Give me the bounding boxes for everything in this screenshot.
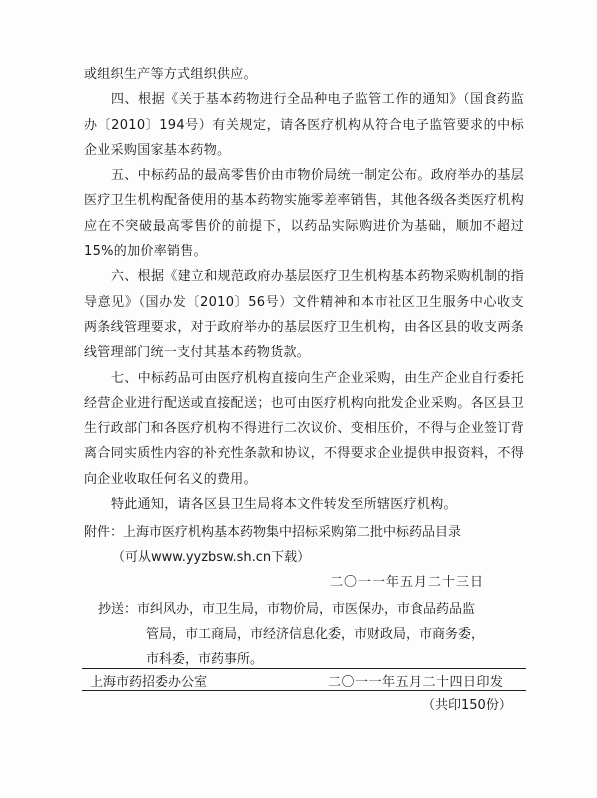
cc-line-2: 管局，市工商局，市经济信息化委，市财政局，市商务委，	[146, 627, 485, 642]
notice-body	[84, 62, 524, 517]
footer-top-rule	[82, 668, 526, 669]
print-copies: （共印150份）	[422, 698, 512, 713]
cc-list	[98, 597, 528, 672]
cc-line-1: 抄送：市纠风办，市卫生局，市物价局，市医保办，市食品药品监	[98, 602, 476, 617]
issue-date: 二〇一一年五月二十三日	[330, 575, 485, 590]
paragraph-continuation: 或组织生产等方式组织供应。	[84, 67, 257, 82]
footer-bottom-rule	[82, 690, 526, 691]
cc-line-3: 市科委，市药事所。	[146, 652, 264, 667]
print-date: 二〇一一年五月二十四日印发	[328, 675, 504, 690]
issuing-office: 上海市药招委办公室	[90, 675, 208, 690]
attachment-download-link: （可从www.yyzbsw.sh.cn下载）	[112, 550, 311, 565]
paragraph-closing: 特此通知，请各区县卫生局将本文件转发至所辖医疗机构。	[111, 497, 457, 513]
attachment-note	[84, 520, 534, 570]
paragraph-item-7: 七、中标药品可由医疗机构直接向生产企业采购，由生产企业自行委托经营企业进行配送或直接配送；也可由医疗机构向批发企业采购。各区县卫生行政部门和各医疗机构不得进行二次议价、变相压价，不得与企业签订背离合同实质性内容的补充性条款和协议，不得要求企业提供申报资料，不得向企业收取任何名义的费用。	[84, 370, 524, 487]
paragraph-item-4: 四、根据《关于基本药物进行全品种电子监管工作的通知》（国食药监办〔2010〕194号）有关规定，请各医疗机构从符合电子监管要求的中标企业采购国家基本药物。	[84, 92, 524, 158]
paragraph-item-5: 五、中标药品的最高零售价由市物价局统一制定公布。政府举办的基层医疗卫生机构配备使用的基本药物实施零差率销售，其他各级各类医疗机构应在不突破最高零售价的前提下，以药品实际购进价为基础，顺加不超过15%的加价率销售。	[84, 168, 524, 260]
paragraph-item-6: 六、根据《建立和规范政府办基层医疗卫生机构基本药物采购机制的指导意见》（国办发〔2010〕56号）文件精神和本市社区卫生服务中心收支两条线管理要求，对于政府举办的基层医疗卫生机构，由各区县的收支两条线管理部门统一支付其基本药物货款。	[84, 269, 524, 361]
attachment-title: 附件：上海市医疗机构基本药物集中招标采购第二批中标药品目录	[84, 525, 462, 540]
